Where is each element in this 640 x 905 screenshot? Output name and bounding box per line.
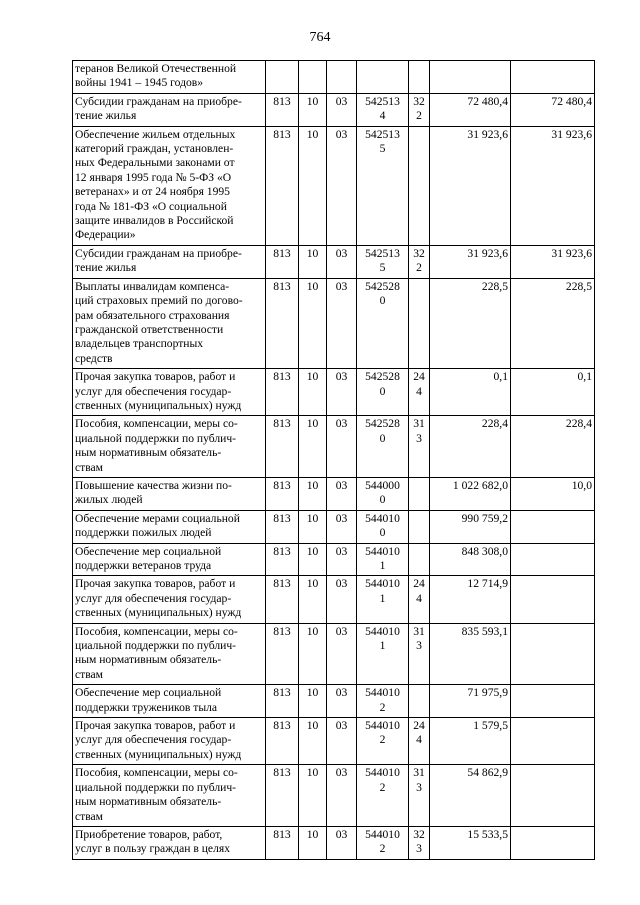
budget-table bbox=[72, 60, 595, 860]
cell-subsection-text: 03 bbox=[335, 686, 348, 700]
cell-grbs bbox=[266, 61, 299, 94]
cell-grbs bbox=[266, 826, 299, 859]
cell-grbs bbox=[266, 278, 299, 368]
cell-grbs bbox=[266, 718, 299, 765]
cell-section-text: 10 bbox=[306, 417, 319, 431]
cell-subsection bbox=[327, 685, 357, 718]
cell-sum-total bbox=[430, 278, 511, 368]
cell-grbs-text: 813 bbox=[273, 624, 291, 638]
cell-subsection bbox=[327, 245, 357, 278]
cell-expense-type-text: 31 3 bbox=[413, 766, 425, 794]
cell-grbs bbox=[266, 510, 299, 543]
cell-name bbox=[73, 278, 266, 368]
cell-name-text: Пособия, компенсации, меры со- циальной поддержки по публич- ным нормативным обязатель- ствам bbox=[75, 624, 238, 681]
cell-sum-total-text: 12 714,9 bbox=[467, 577, 508, 591]
cell-sum-total bbox=[430, 93, 511, 126]
cell-name-text: Прочая закупка товаров, работ и услуг для обеспечения государ- ственных (муниципальных) нужд bbox=[75, 577, 242, 620]
cell-target-article bbox=[357, 416, 409, 478]
table-row bbox=[73, 623, 595, 685]
cell-subsection-text: 03 bbox=[335, 511, 348, 525]
cell-sum-total-text: 15 533,5 bbox=[467, 827, 508, 841]
cell-expense-type-text: 24 4 bbox=[413, 577, 425, 605]
table-row bbox=[73, 543, 595, 576]
cell-subsection-text: 03 bbox=[335, 719, 348, 733]
cell-sum-total-text: 990 759,2 bbox=[461, 511, 508, 525]
cell-sum-total-text: 1 022 682,0 bbox=[452, 478, 508, 492]
cell-section bbox=[299, 718, 327, 765]
cell-target-article bbox=[357, 245, 409, 278]
cell-grbs bbox=[266, 576, 299, 623]
cell-expense-type-text: 31 3 bbox=[413, 417, 425, 445]
cell-sum-total bbox=[430, 623, 511, 685]
table-row bbox=[73, 576, 595, 623]
cell-expense-type bbox=[409, 245, 430, 278]
cell-sum-total bbox=[430, 576, 511, 623]
cell-grbs-text: 813 bbox=[273, 417, 291, 431]
cell-grbs bbox=[266, 416, 299, 478]
cell-section-text: 10 bbox=[306, 94, 319, 108]
cell-sum-total-text: 228,5 bbox=[481, 279, 508, 293]
cell-subsection-text: 03 bbox=[335, 544, 348, 558]
table-row bbox=[73, 718, 595, 765]
cell-target-article-text: 542528 0 bbox=[365, 417, 400, 445]
cell-grbs-text: 813 bbox=[273, 577, 291, 591]
table-row bbox=[73, 416, 595, 478]
cell-target-article bbox=[357, 576, 409, 623]
cell-sum-total bbox=[430, 126, 511, 245]
cell-target-article-text: 544010 2 bbox=[365, 827, 400, 856]
cell-subsection bbox=[327, 126, 357, 245]
cell-sum-total-text: 31 923,6 bbox=[467, 246, 508, 260]
table-row bbox=[73, 93, 595, 126]
cell-sum-total bbox=[430, 765, 511, 827]
cell-expense-type-text: 32 2 bbox=[413, 246, 425, 275]
cell-name bbox=[73, 576, 266, 623]
cell-section-text: 10 bbox=[306, 719, 319, 733]
cell-subsection bbox=[327, 765, 357, 827]
cell-name-text: Субсидии гражданам на приобре- тение жилья bbox=[75, 94, 242, 123]
cell-sum-subvention bbox=[511, 685, 595, 718]
cell-sum-total bbox=[430, 477, 511, 510]
cell-sum-total-text: 54 862,9 bbox=[467, 766, 508, 780]
cell-subsection-text: 03 bbox=[335, 127, 348, 141]
cell-subsection-text: 03 bbox=[335, 827, 348, 841]
cell-expense-type bbox=[409, 826, 430, 859]
cell-expense-type-text: 32 2 bbox=[413, 94, 425, 123]
cell-name bbox=[73, 765, 266, 827]
cell-name-text: Пособия, компенсации, меры со- циальной поддержки по публич- ным нормативным обязатель- ствам bbox=[75, 417, 238, 474]
cell-sum-subvention bbox=[511, 765, 595, 827]
cell-expense-type-text: 24 4 bbox=[413, 370, 425, 398]
cell-name bbox=[73, 477, 266, 510]
cell-name-text: Обеспечение мерами социальной поддержки пожилых людей bbox=[75, 511, 240, 540]
cell-expense-type bbox=[409, 126, 430, 245]
table-row bbox=[73, 477, 595, 510]
cell-name bbox=[73, 718, 266, 765]
cell-expense-type bbox=[409, 93, 430, 126]
cell-section-text: 10 bbox=[306, 544, 319, 558]
cell-expense-type bbox=[409, 623, 430, 685]
cell-name-text: Повышение качества жизни по- жилых людей bbox=[75, 478, 232, 507]
cell-expense-type bbox=[409, 543, 430, 576]
cell-subsection-text: 03 bbox=[335, 478, 348, 492]
table-row bbox=[73, 278, 595, 368]
table-row bbox=[73, 765, 595, 827]
cell-subsection-text: 03 bbox=[335, 279, 348, 293]
cell-subsection bbox=[327, 93, 357, 126]
page-number: 764 bbox=[309, 30, 331, 45]
cell-expense-type bbox=[409, 278, 430, 368]
cell-name-text: Выплаты инвалидам компенса- ций страховых премий по догово- рам обязательного страхования гражданской ответственности владельцев транспортных средств bbox=[75, 279, 243, 365]
cell-subsection-text: 03 bbox=[335, 624, 348, 638]
cell-grbs bbox=[266, 93, 299, 126]
cell-grbs bbox=[266, 543, 299, 576]
cell-expense-type bbox=[409, 576, 430, 623]
cell-sum-total bbox=[430, 61, 511, 94]
cell-target-article-text: 544010 1 bbox=[365, 577, 400, 605]
table-row bbox=[73, 61, 595, 94]
cell-sum-total bbox=[430, 718, 511, 765]
table-row bbox=[73, 126, 595, 245]
cell-grbs bbox=[266, 477, 299, 510]
cell-grbs bbox=[266, 126, 299, 245]
cell-sum-subvention bbox=[511, 126, 595, 245]
cell-target-article bbox=[357, 93, 409, 126]
cell-sum-subvention-text: 31 923,6 bbox=[551, 127, 592, 141]
cell-expense-type-text: 32 3 bbox=[413, 827, 425, 856]
cell-sum-total-text: 31 923,6 bbox=[467, 127, 508, 141]
cell-sum-total bbox=[430, 245, 511, 278]
cell-grbs-text: 813 bbox=[273, 478, 291, 492]
cell-sum-subvention bbox=[511, 369, 595, 416]
cell-name bbox=[73, 61, 266, 94]
cell-section bbox=[299, 576, 327, 623]
cell-name bbox=[73, 685, 266, 718]
cell-subsection-text: 03 bbox=[335, 94, 348, 108]
cell-target-article bbox=[357, 826, 409, 859]
cell-section-text: 10 bbox=[306, 686, 319, 700]
cell-expense-type bbox=[409, 369, 430, 416]
cell-target-article bbox=[357, 543, 409, 576]
cell-subsection-text: 03 bbox=[335, 246, 348, 260]
cell-name bbox=[73, 623, 266, 685]
cell-subsection bbox=[327, 826, 357, 859]
cell-target-article-text: 544010 2 bbox=[365, 719, 400, 747]
cell-sum-total-text: 848 308,0 bbox=[461, 544, 508, 558]
cell-expense-type bbox=[409, 510, 430, 543]
cell-subsection-text: 03 bbox=[335, 417, 348, 431]
cell-section-text: 10 bbox=[306, 279, 319, 293]
table-row bbox=[73, 510, 595, 543]
cell-expense-type bbox=[409, 477, 430, 510]
cell-section bbox=[299, 623, 327, 685]
cell-section-text: 10 bbox=[306, 246, 319, 260]
cell-target-article-text: 544000 0 bbox=[365, 478, 400, 507]
cell-section bbox=[299, 826, 327, 859]
cell-target-article bbox=[357, 623, 409, 685]
cell-expense-type bbox=[409, 765, 430, 827]
cell-subsection-text: 03 bbox=[335, 766, 348, 780]
cell-sum-subvention-text: 228,4 bbox=[565, 417, 592, 431]
cell-sum-subvention bbox=[511, 718, 595, 765]
cell-sum-subvention bbox=[511, 623, 595, 685]
cell-target-article bbox=[357, 477, 409, 510]
cell-subsection bbox=[327, 623, 357, 685]
cell-subsection-text: 03 bbox=[335, 370, 348, 384]
cell-grbs-text: 813 bbox=[273, 246, 291, 260]
table-body bbox=[73, 61, 595, 860]
cell-section bbox=[299, 245, 327, 278]
cell-sum-subvention-text: 10,0 bbox=[571, 478, 592, 492]
cell-sum-total bbox=[430, 685, 511, 718]
cell-grbs bbox=[266, 245, 299, 278]
cell-name bbox=[73, 245, 266, 278]
cell-name-text: Обеспечение мер социальной поддержки тружеников тыла bbox=[75, 686, 222, 714]
cell-sum-subvention bbox=[511, 826, 595, 859]
cell-name bbox=[73, 93, 266, 126]
cell-sum-total bbox=[430, 416, 511, 478]
cell-section bbox=[299, 278, 327, 368]
cell-section-text: 10 bbox=[306, 577, 319, 591]
cell-subsection bbox=[327, 718, 357, 765]
cell-grbs-text: 813 bbox=[273, 766, 291, 780]
cell-section bbox=[299, 416, 327, 478]
cell-name-text: теранов Великой Отечественной войны 1941 – 1945 годов» bbox=[75, 62, 237, 90]
cell-sum-subvention bbox=[511, 245, 595, 278]
cell-target-article bbox=[357, 369, 409, 416]
cell-name bbox=[73, 126, 266, 245]
cell-expense-type bbox=[409, 718, 430, 765]
cell-sum-total-text: 835 593,1 bbox=[461, 624, 508, 638]
table-row bbox=[73, 245, 595, 278]
cell-name bbox=[73, 510, 266, 543]
cell-target-article-text: 544010 2 bbox=[365, 686, 400, 714]
cell-sum-subvention bbox=[511, 477, 595, 510]
cell-target-article-text: 542528 0 bbox=[365, 279, 400, 308]
cell-sum-total-text: 1 579,5 bbox=[473, 719, 508, 733]
cell-target-article-text: 544010 0 bbox=[365, 511, 400, 540]
cell-sum-subvention bbox=[511, 416, 595, 478]
cell-name-text: Субсидии гражданам на приобре- тение жилья bbox=[75, 246, 242, 275]
cell-grbs-text: 813 bbox=[273, 686, 291, 700]
cell-sum-total bbox=[430, 369, 511, 416]
cell-section bbox=[299, 685, 327, 718]
cell-grbs bbox=[266, 685, 299, 718]
cell-section-text: 10 bbox=[306, 478, 319, 492]
cell-subsection bbox=[327, 510, 357, 543]
cell-target-article-text: 544010 1 bbox=[365, 624, 400, 653]
cell-sum-subvention bbox=[511, 543, 595, 576]
cell-subsection bbox=[327, 416, 357, 478]
cell-expense-type-text: 24 4 bbox=[413, 719, 425, 747]
cell-name-text: Прочая закупка товаров, работ и услуг для обеспечения государ- ственных (муниципальных) нужд bbox=[75, 719, 242, 761]
cell-name bbox=[73, 416, 266, 478]
cell-target-article-text: 542528 0 bbox=[365, 370, 400, 398]
cell-name bbox=[73, 543, 266, 576]
cell-section bbox=[299, 543, 327, 576]
cell-sum-total-text: 228,4 bbox=[481, 417, 508, 431]
cell-target-article-text: 542513 5 bbox=[365, 246, 400, 275]
cell-target-article bbox=[357, 61, 409, 94]
cell-target-article-text: 542513 4 bbox=[365, 94, 400, 123]
cell-target-article bbox=[357, 278, 409, 368]
cell-subsection bbox=[327, 576, 357, 623]
cell-subsection bbox=[327, 477, 357, 510]
cell-grbs-text: 813 bbox=[273, 94, 291, 108]
cell-grbs-text: 813 bbox=[273, 827, 291, 841]
cell-section bbox=[299, 477, 327, 510]
cell-expense-type-text: 31 3 bbox=[413, 624, 425, 653]
cell-section bbox=[299, 369, 327, 416]
cell-sum-total bbox=[430, 543, 511, 576]
cell-sum-subvention bbox=[511, 93, 595, 126]
cell-section-text: 10 bbox=[306, 624, 319, 638]
cell-target-article bbox=[357, 510, 409, 543]
cell-section-text: 10 bbox=[306, 370, 319, 384]
cell-sum-total bbox=[430, 826, 511, 859]
cell-section-text: 10 bbox=[306, 511, 319, 525]
cell-section bbox=[299, 765, 327, 827]
cell-sum-subvention-text: 0,1 bbox=[577, 370, 592, 384]
cell-sum-total-text: 71 975,9 bbox=[467, 686, 508, 700]
cell-subsection-text: 03 bbox=[335, 577, 348, 591]
cell-subsection bbox=[327, 278, 357, 368]
cell-section bbox=[299, 510, 327, 543]
cell-grbs bbox=[266, 369, 299, 416]
cell-subsection bbox=[327, 543, 357, 576]
cell-grbs-text: 813 bbox=[273, 511, 291, 525]
cell-grbs bbox=[266, 765, 299, 827]
cell-name-text: Прочая закупка товаров, работ и услуг для обеспечения государ- ственных (муниципальных) нужд bbox=[75, 370, 242, 412]
cell-name-text: Пособия, компенсации, меры со- циальной поддержки по публич- ным нормативным обязатель- ствам bbox=[75, 766, 238, 823]
cell-expense-type bbox=[409, 416, 430, 478]
cell-grbs-text: 813 bbox=[273, 279, 291, 293]
cell-target-article bbox=[357, 685, 409, 718]
cell-section bbox=[299, 126, 327, 245]
cell-section bbox=[299, 61, 327, 94]
cell-target-article-text: 544010 2 bbox=[365, 766, 400, 794]
cell-grbs-text: 813 bbox=[273, 370, 291, 384]
cell-sum-subvention bbox=[511, 510, 595, 543]
cell-sum-subvention bbox=[511, 61, 595, 94]
cell-sum-total-text: 0,1 bbox=[493, 370, 508, 384]
cell-section-text: 10 bbox=[306, 827, 319, 841]
cell-section-text: 10 bbox=[306, 766, 319, 780]
table-row bbox=[73, 685, 595, 718]
table-row bbox=[73, 369, 595, 416]
cell-name bbox=[73, 826, 266, 859]
cell-sum-total bbox=[430, 510, 511, 543]
cell-sum-subvention bbox=[511, 576, 595, 623]
cell-sum-subvention bbox=[511, 278, 595, 368]
cell-target-article bbox=[357, 126, 409, 245]
cell-sum-subvention-text: 31 923,6 bbox=[551, 246, 592, 260]
cell-expense-type bbox=[409, 61, 430, 94]
cell-target-article-text: 544010 1 bbox=[365, 544, 400, 572]
cell-section-text: 10 bbox=[306, 127, 319, 141]
cell-sum-total-text: 72 480,4 bbox=[467, 94, 508, 108]
cell-target-article-text: 542513 5 bbox=[365, 127, 400, 156]
cell-grbs-text: 813 bbox=[273, 719, 291, 733]
cell-sum-subvention-text: 72 480,4 bbox=[551, 94, 592, 108]
cell-target-article bbox=[357, 765, 409, 827]
cell-expense-type bbox=[409, 685, 430, 718]
cell-grbs-text: 813 bbox=[273, 127, 291, 141]
table-row bbox=[73, 826, 595, 859]
cell-subsection bbox=[327, 61, 357, 94]
cell-name bbox=[73, 369, 266, 416]
cell-grbs bbox=[266, 623, 299, 685]
cell-subsection bbox=[327, 369, 357, 416]
cell-grbs-text: 813 bbox=[273, 544, 291, 558]
cell-sum-subvention-text: 228,5 bbox=[565, 279, 592, 293]
cell-target-article bbox=[357, 718, 409, 765]
cell-name-text: Приобретение товаров, работ, услуг в пользу граждан в целях bbox=[75, 827, 230, 856]
cell-name-text: Обеспечение мер социальной поддержки ветеранов труда bbox=[75, 544, 222, 572]
cell-name-text: Обеспечение жильем отдельных категорий граждан, установлен- ных Федеральными законами от 12 января 1995 года № 5-ФЗ «О ветеранах» и от 24 ноября 1995 года № 181-ФЗ «О социальной защите инвалидов в Российской Федерации» bbox=[75, 127, 236, 242]
cell-section bbox=[299, 93, 327, 126]
